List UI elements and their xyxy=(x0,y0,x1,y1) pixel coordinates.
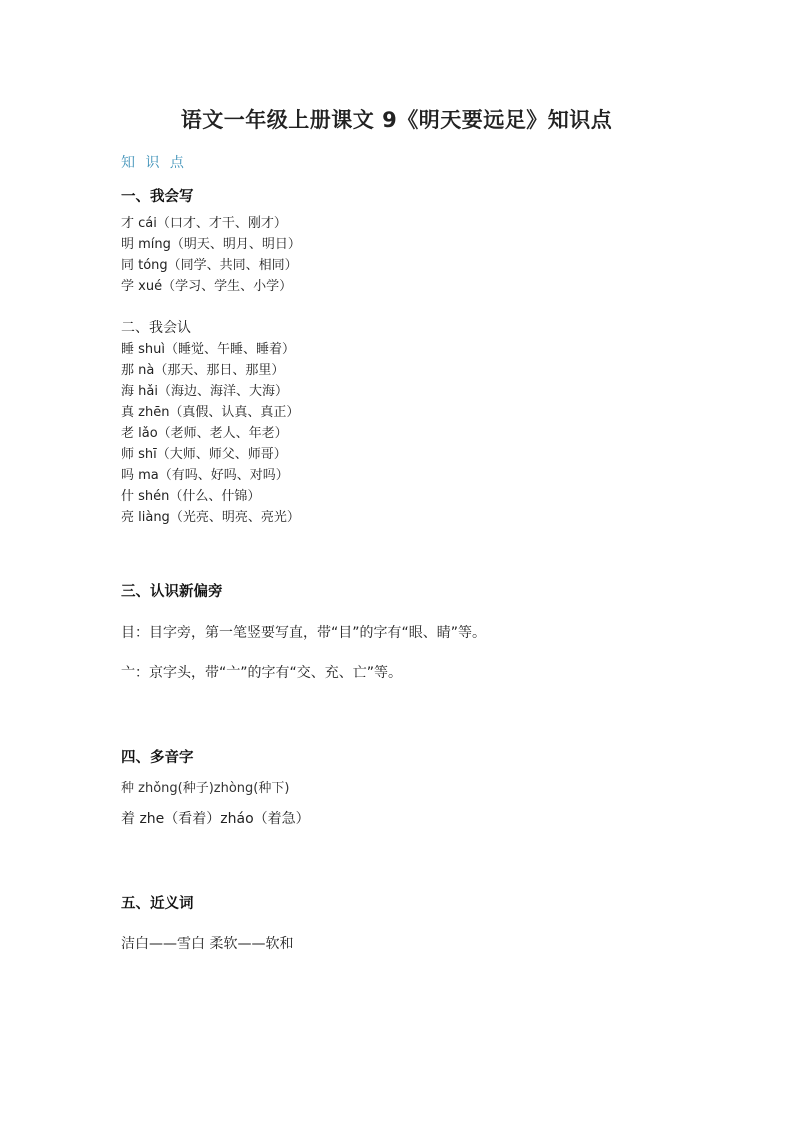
list-item: 才 cái（口才、才干、刚才） xyxy=(121,216,287,231)
list-item: 同 tóng（同学、共同、相同） xyxy=(121,258,298,273)
document-title: 语文一年级上册课文 9《明天要远足》知识点 xyxy=(180,108,613,132)
paragraph: 种 zhǒng(种子)zhòng(种下) xyxy=(121,781,290,796)
list-item: 什 shén（什么、什锦） xyxy=(121,489,261,504)
section-heading-recognize: 二、我会认 xyxy=(121,320,191,336)
section-heading-polyphones: 四、多音字 xyxy=(121,750,194,766)
list-item: 老 lǎo（老师、老人、年老） xyxy=(121,426,288,441)
section-heading-write: 一、我会写 xyxy=(121,189,194,205)
section-heading-synonyms: 五、近义词 xyxy=(121,896,194,912)
list-item: 师 shī（大师、师父、师哥） xyxy=(121,447,287,462)
list-item: 真 zhēn（真假、认真、真正） xyxy=(121,405,300,420)
list-item: 学 xué（学习、学生、小学） xyxy=(121,279,293,294)
paragraph: 着 zhe（看着）zháo（着急） xyxy=(121,811,310,827)
list-item: 睡 shuì（睡觉、午睡、睡着） xyxy=(121,342,295,357)
subtitle-knowledge-points: 知 识 点 xyxy=(121,155,187,171)
paragraph: 洁白——雪白 柔软——软和 xyxy=(121,936,294,952)
list-item: 亮 liàng（光亮、明亮、亮光） xyxy=(121,510,300,525)
paragraph: 目：目字旁，第一笔竖要写直，带“目”的字有“眼、睛”等。 xyxy=(121,625,487,641)
list-item: 海 hǎi（海边、海洋、大海） xyxy=(121,384,288,399)
paragraph: 亠：京字头，带“亠”的字有“交、充、亡”等。 xyxy=(121,665,403,681)
list-item: 那 nà（那天、那日、那里） xyxy=(121,363,285,378)
section-heading-radicals: 三、认识新偏旁 xyxy=(121,584,223,600)
list-item: 明 míng（明天、明月、明日） xyxy=(121,237,301,252)
list-item: 吗 ma（有吗、好吗、对吗） xyxy=(121,468,289,483)
